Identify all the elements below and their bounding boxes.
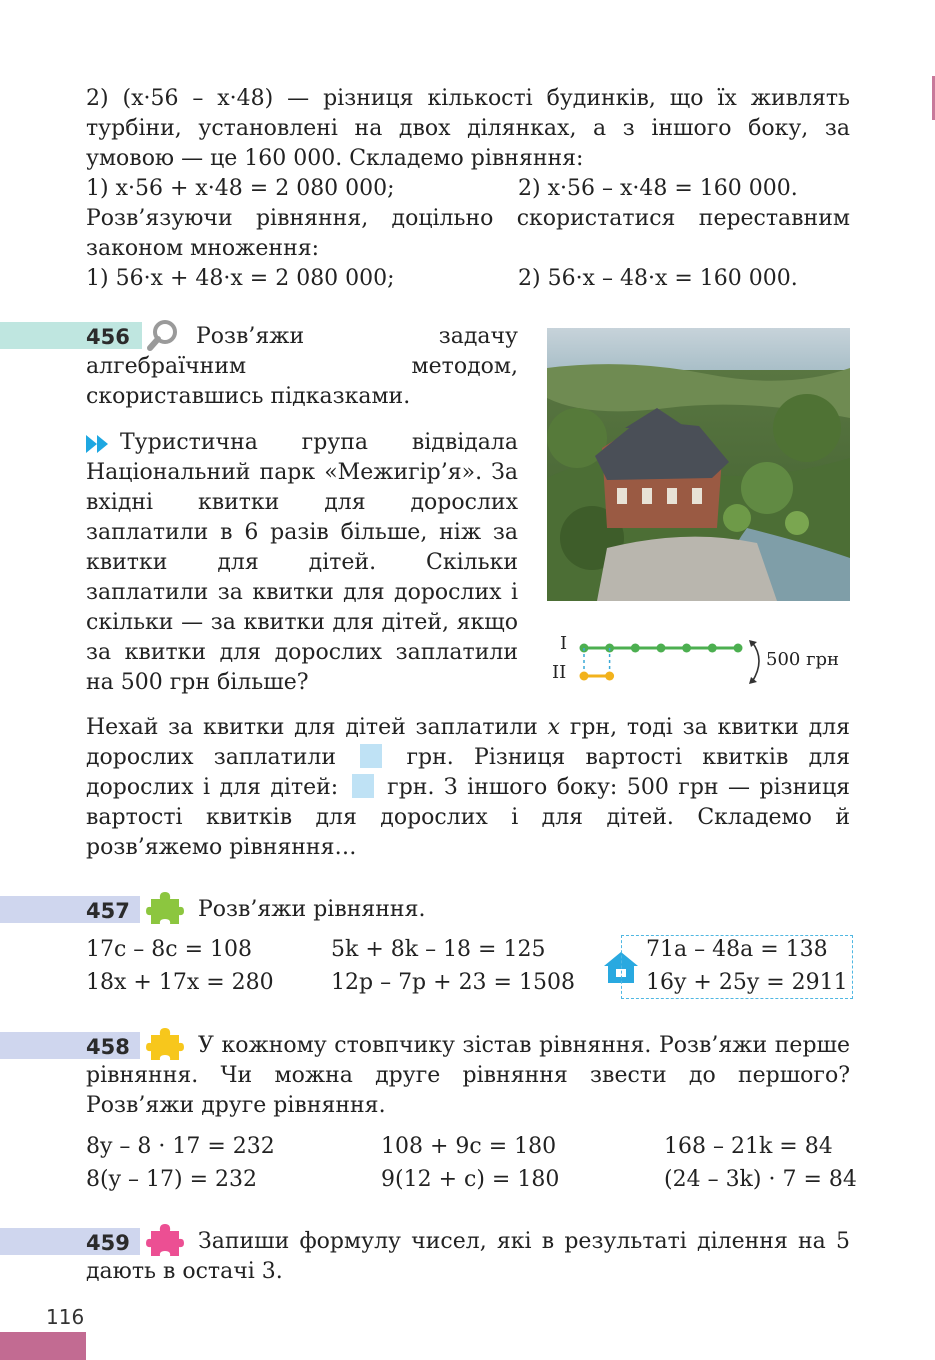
intro-equation-1a: 1) x·56 + x·48 = 2 080 000; <box>86 176 395 201</box>
task-459-title: Запиши формулу чисел, які в результаті ділення на 5 дають в остачі 3. <box>86 1229 850 1284</box>
task-456-hint <box>86 713 850 863</box>
segment-diagram <box>576 636 766 688</box>
eq-457-home-1: 71a – 48a = 138 <box>646 937 828 962</box>
eq-457-2: 18x + 17x = 280 <box>86 970 274 995</box>
hint-text-c: грн. Різниця вартості квитків для дорослих і для дітей: <box>86 745 850 800</box>
task-459-number: 459 <box>86 1231 130 1255</box>
eq-457-4: 12p – 7p + 23 = 1508 <box>331 970 575 995</box>
eq-457-3: 5k + 8k – 18 = 125 <box>331 937 546 962</box>
page-number: 116 <box>46 1305 85 1329</box>
hint-text-a: Нехай за квитки для дітей заплатили <box>86 715 538 740</box>
eq-457-1: 17c – 8c = 108 <box>86 937 253 962</box>
intro-equation-2a: 1) 56·x + 48·x = 2 080 000; <box>86 266 395 291</box>
diagram-label-I: I <box>560 633 568 654</box>
eq-457-home-2: 16y + 25y = 2911 <box>646 970 848 995</box>
hint-variable-x: x <box>547 715 561 740</box>
task-456-number: 456 <box>86 325 130 349</box>
park-photo <box>547 328 850 601</box>
diagram-diff-label: 500 грн <box>766 649 840 670</box>
hint-text-d: грн. З іншого боку: 500 грн — різниця вартості квитків для дорослих і для дітей. Складемо й розв’яжемо рівняння… <box>86 775 850 860</box>
blank-box-2[interactable] <box>352 774 374 798</box>
intro-equation-2b: 2) 56·x – 48·x = 160 000. <box>518 266 798 291</box>
eq-458-1: 8y – 8 · 17 = 232 <box>86 1134 275 1159</box>
intro-paragraph-1: 2) (x·56 – x·48) — різниця кількості будинків, що їх живлять турбіни, установлені на двох ділянках, а з іншого боку, за умовою — це 160 000. Складемо рівняння: <box>86 86 850 171</box>
intro-equation-1b: 2) x·56 – x·48 = 160 000. <box>518 176 798 201</box>
eq-458-6: (24 – 3k) · 7 = 84 <box>664 1167 857 1192</box>
task-456-title: Розв’яжи задачу алгебраїчним методом, скориставшись підказками. <box>86 324 518 409</box>
task-457-title: Розв’яжи рівняння. <box>198 897 426 922</box>
task-457-number: 457 <box>86 899 130 923</box>
blank-box-1[interactable] <box>360 744 382 768</box>
hint-text-b: грн, тоді за квитки для дорослих заплатили <box>86 715 850 770</box>
eq-458-2: 8(y – 17) = 232 <box>86 1167 257 1192</box>
eq-458-5: 168 – 21k = 84 <box>664 1134 833 1159</box>
intro-paragraph-2: Розв’язуючи рівняння, доцільно скористатися переставним законом множення: <box>86 206 850 261</box>
task-456-problem: Туристична група відвідала Національний парк «Межигір’я». За вхідні квитки для дорослих заплатили в 6 разів більше, ніж за квитки для дітей. Скільки заплатили за квитки для дорослих і скільки — за квитки для дітей, якщо за квитки для дорослих заплатили на 500 грн більше? <box>86 430 518 695</box>
diagram-label-II: II <box>552 662 567 683</box>
task-458-number: 458 <box>86 1035 130 1059</box>
page-corner-bar <box>0 1332 86 1360</box>
green-puzzle-icon <box>146 890 184 926</box>
eq-458-4: 9(12 + c) = 180 <box>381 1167 560 1192</box>
task-458-title: У кожному стовпчику зістав рівняння. Розв’яжи перше рівняння. Чи можна друге рівняння звести до першого? Розв’яжи друге рівняння. <box>86 1033 850 1118</box>
eq-458-3: 108 + 9c = 180 <box>381 1134 557 1159</box>
